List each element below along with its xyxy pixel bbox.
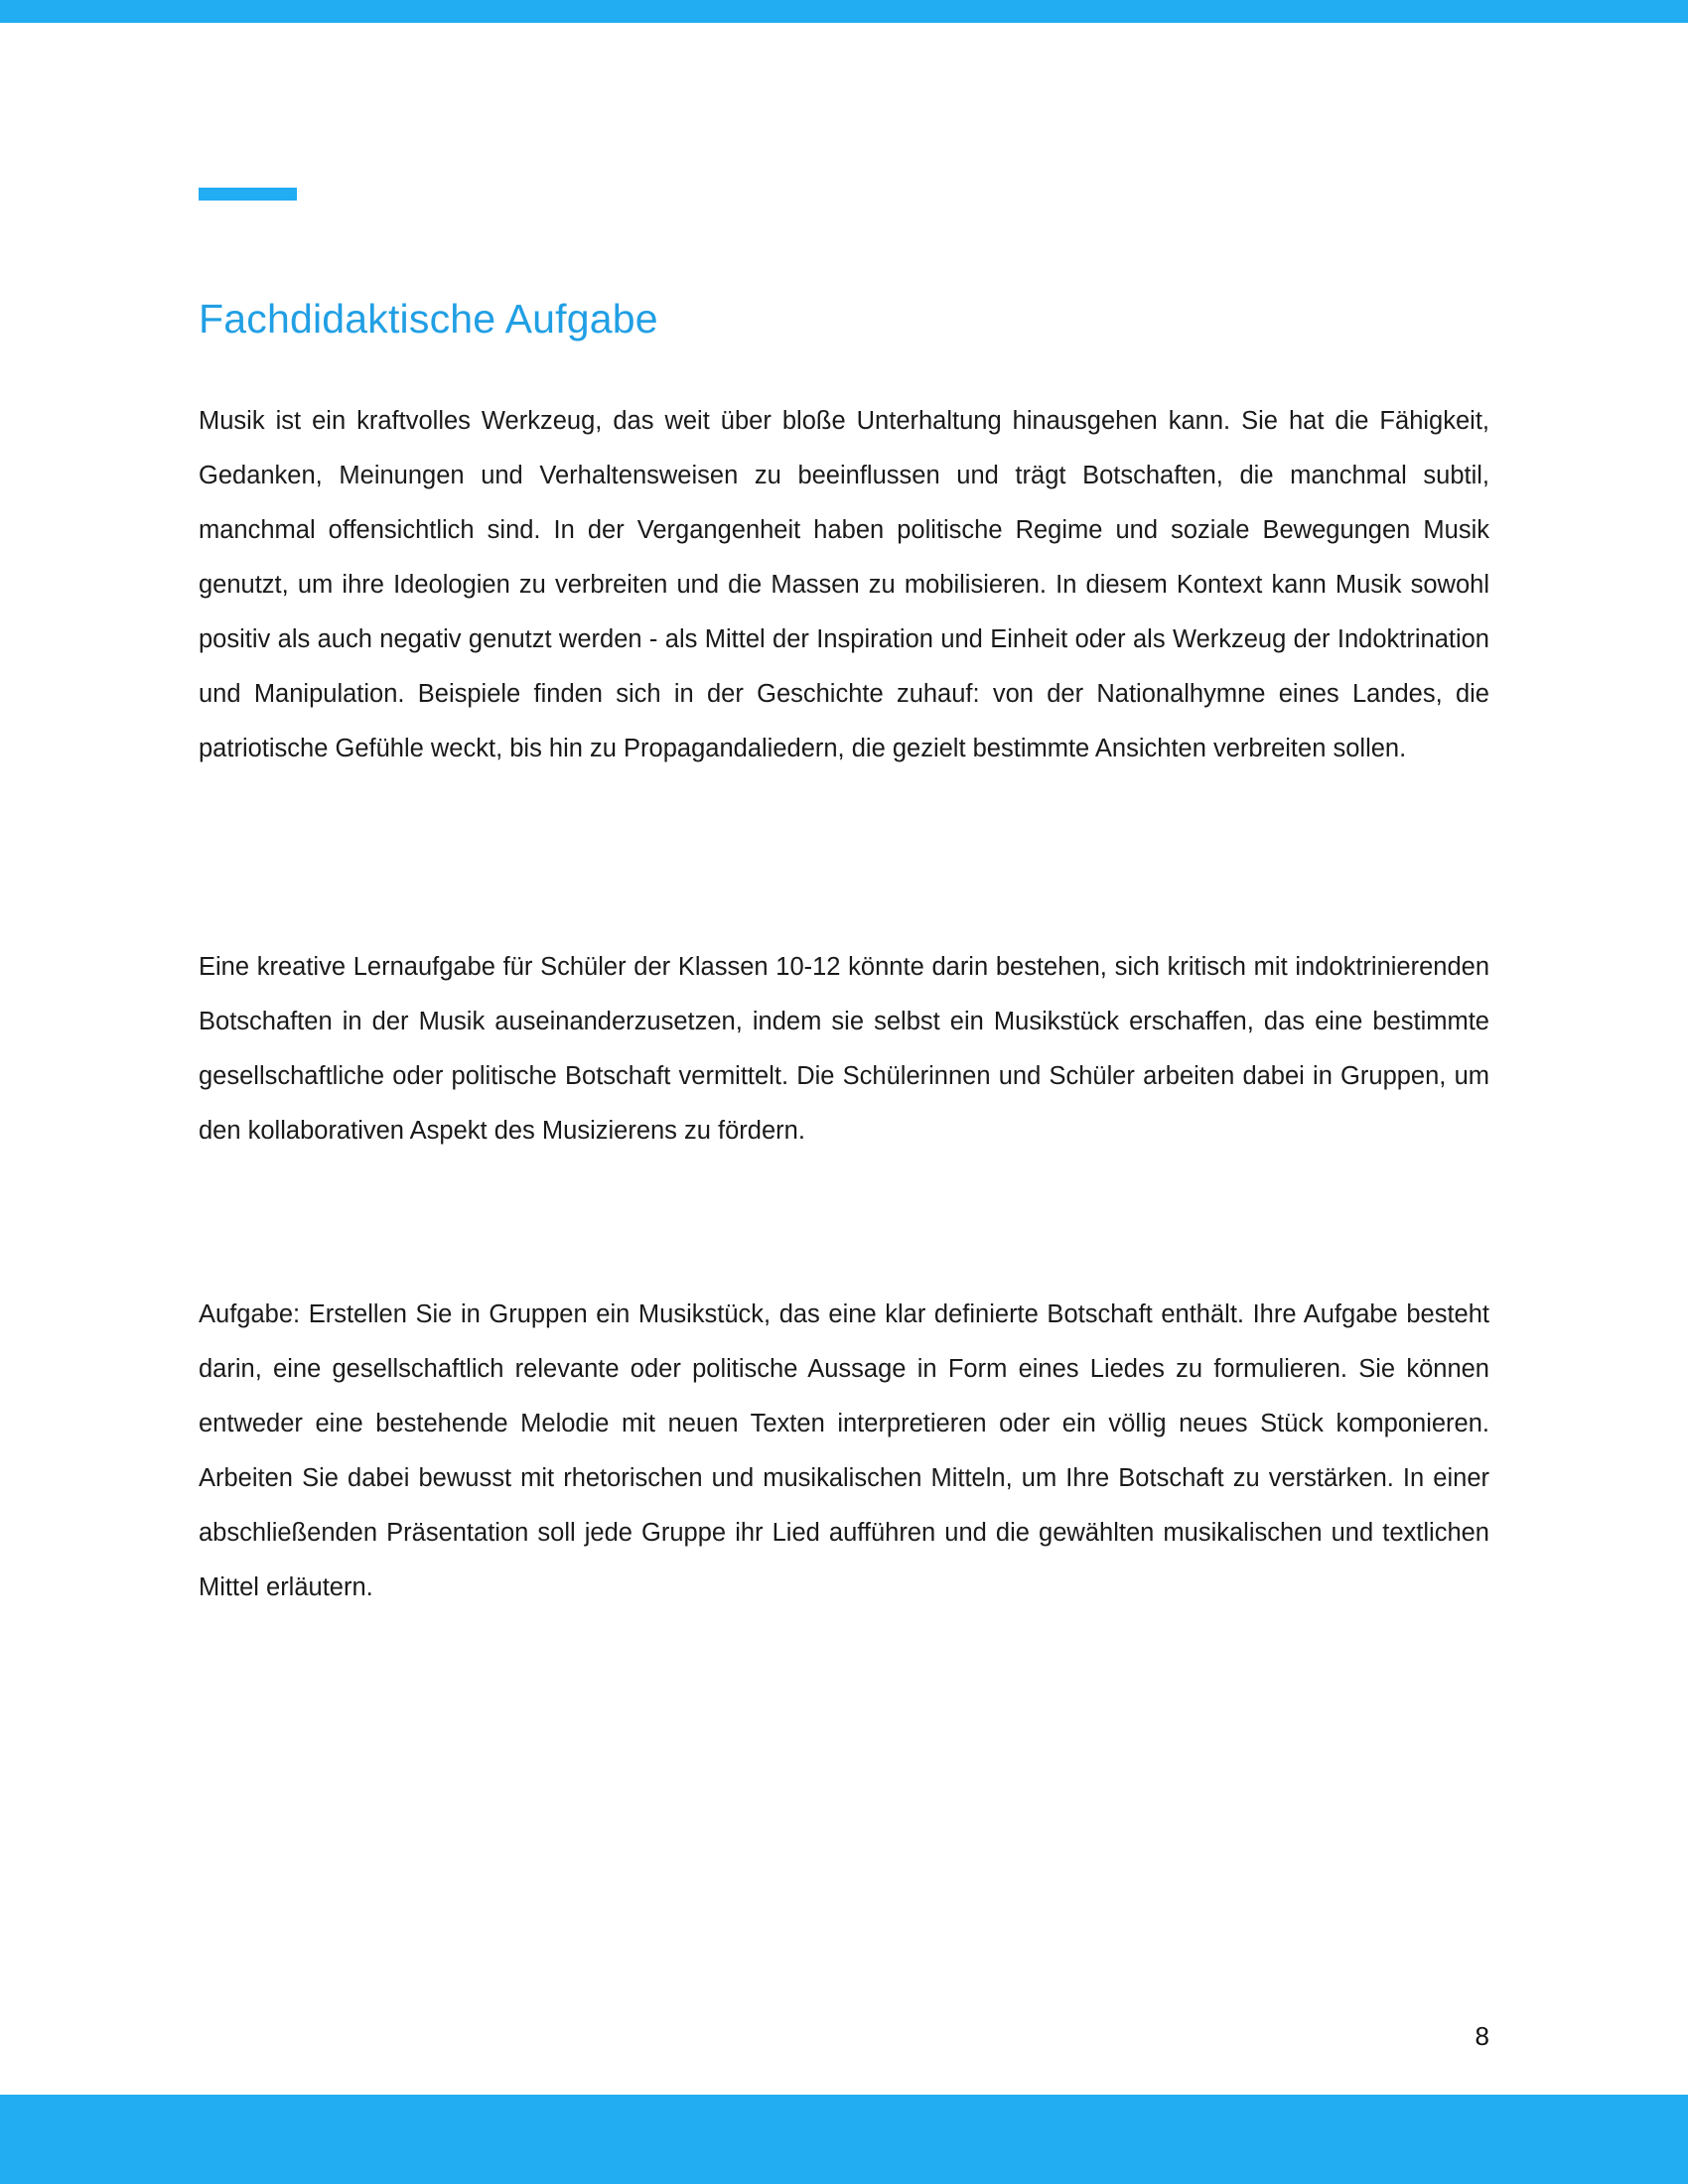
- body-paragraph-block-3: [199, 1288, 1489, 1615]
- body-paragraph: Musik ist ein kraftvolles Werkzeug, das weit über bloße Unterhaltung hinausgehen kann. Sie hat die Fähigkeit, Gedanken, Meinungen und Verhaltensweisen zu beeinflussen und trägt Botschaften, die manchmal subtil, manchmal offensichtlich sind. In der Vergangenheit haben politische Regime und soziale Bewegungen Musik genutzt, um ihre Ideologien zu verbreiten und die Massen zu mobilisieren. In diesem Kontext kann Musik sowohl positiv als auch negativ genutzt werden - als Mittel der Inspiration und Einheit oder als Werkzeug der Indoktrination und Manipulation. Beispiele finden sich in der Geschichte zuhauf: von der Nationalhymne eines Landes, die patriotische Gefühle weckt, bis hin zu Propagandaliedern, die gezielt bestimmte Ansichten verbreiten sollen.: [199, 407, 1489, 762]
- body-paragraph-block-2: [199, 940, 1489, 1159]
- page-title: Fachdidaktische Aufgabe: [199, 296, 658, 341]
- body-paragraph-block-1: [199, 394, 1489, 776]
- bottom-blue-band: [0, 2095, 1688, 2184]
- accent-rule: [199, 188, 297, 201]
- top-blue-band: [0, 0, 1688, 23]
- body-paragraph: Eine kreative Lernaufgabe für Schüler der Klassen 10-12 könnte darin bestehen, sich kritisch mit indoktrinierenden Botschaften in der Musik auseinanderzusetzen, indem sie selbst ein Musikstück erschaffen, das eine bestimmte gesellschaftliche oder politische Botschaft vermittelt. Die Schülerinnen und Schüler arbeiten dabei in Gruppen, um den kollaborativen Aspekt des Musizierens zu fördern.: [199, 953, 1489, 1145]
- page-number: 8: [1475, 2021, 1489, 2051]
- body-paragraph: Aufgabe: Erstellen Sie in Gruppen ein Musikstück, das eine klar definierte Botschaft enthält. Ihre Aufgabe besteht darin, eine gesellschaftlich relevante oder politische Aussage in Form eines Liedes zu formulieren. Sie können entweder eine bestehende Melodie mit neuen Texten interpretieren oder ein völlig neues Stück komponieren. Arbeiten Sie dabei bewusst mit rhetorischen und musikalischen Mitteln, um Ihre Botschaft zu verstärken. In einer abschließenden Präsentation soll jede Gruppe ihr Lied aufführen und die gewählten musikalischen und textlichen Mittel erläutern.: [199, 1300, 1489, 1601]
